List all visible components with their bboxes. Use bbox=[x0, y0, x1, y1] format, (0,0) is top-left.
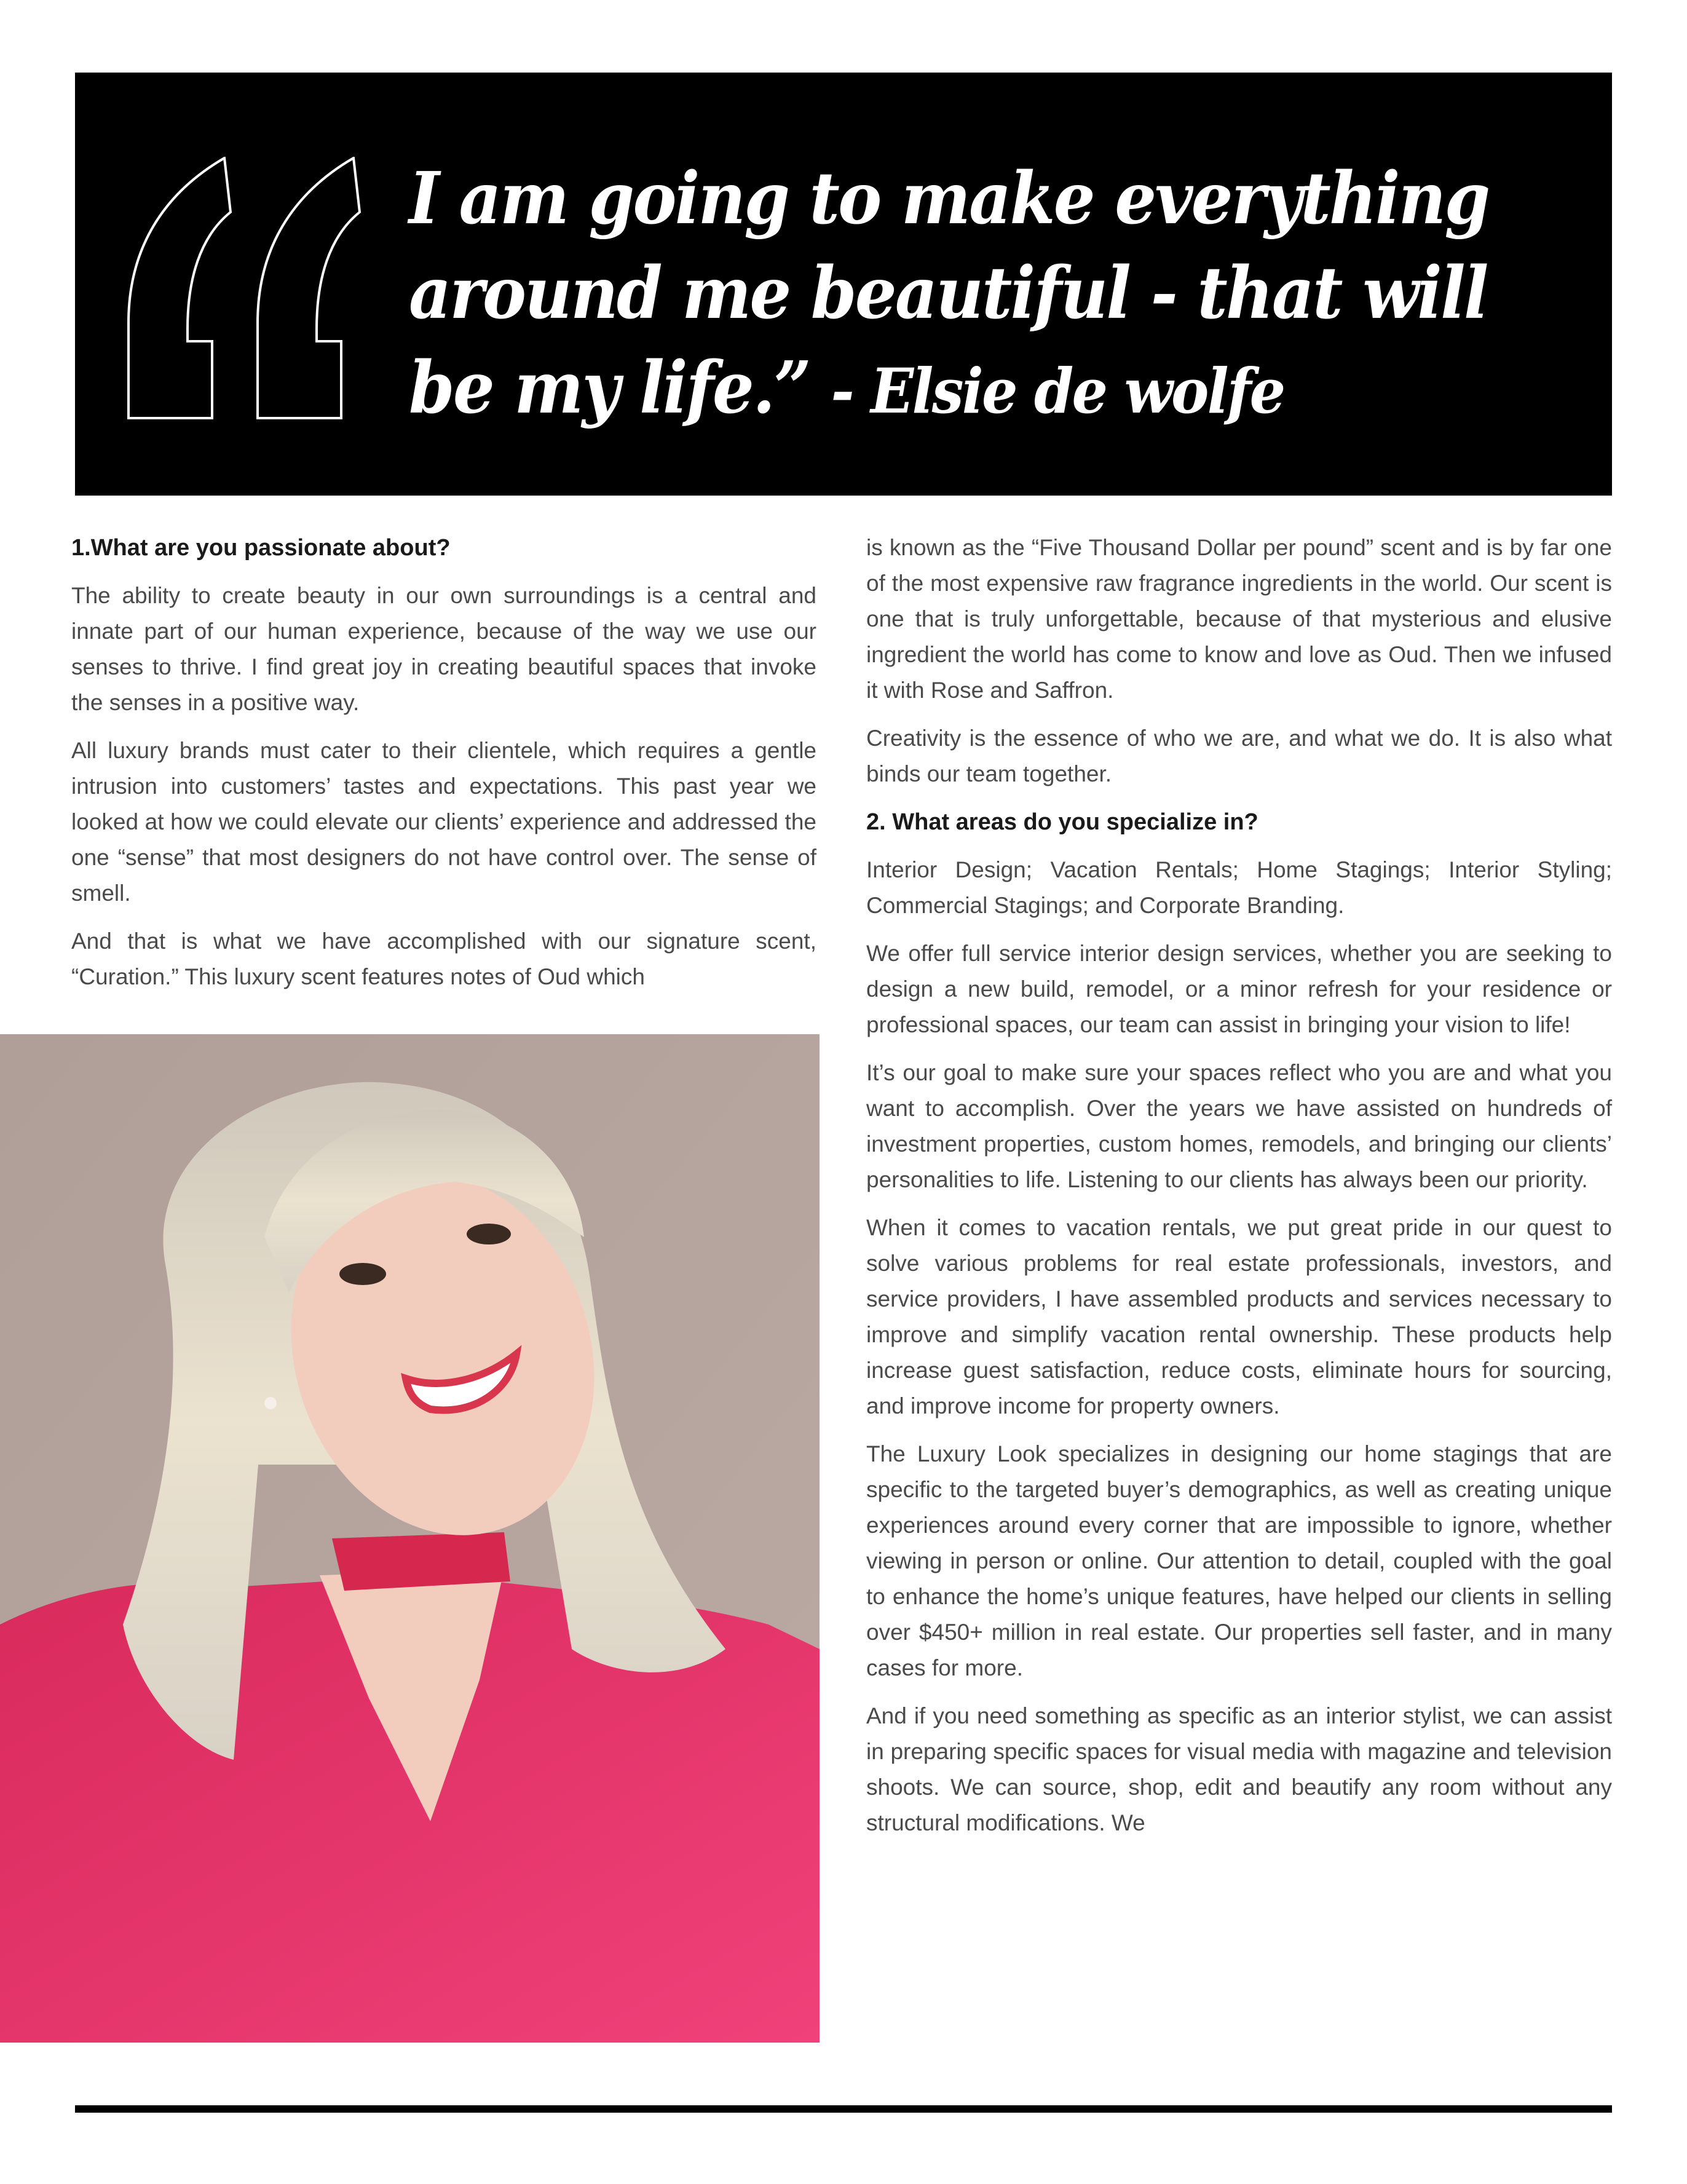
right-column bbox=[866, 530, 1612, 1853]
pull-quote bbox=[409, 151, 1501, 438]
quote-line-2: around me beautiful - that will bbox=[409, 251, 1487, 335]
question-2-heading: 2. What areas do you specialize in? bbox=[866, 809, 1258, 835]
open-quote-outline-icon bbox=[126, 157, 390, 421]
body-paragraph: The ability to create beauty in our own surroundings is a central and innate part of our human experience, because of the way we use our senses to thrive. I find great joy in creating beautiful spaces that invoke the senses in a positive way. bbox=[71, 583, 816, 715]
body-paragraph: And if you need something as specific as an interior stylist, we can assist in preparing specific spaces for visual media with magazine and television shoots. We can source, shop, edit and beautify any room without any structural modifications. We bbox=[866, 1703, 1612, 1835]
quote-author: - Elsie de wolfe bbox=[831, 355, 1284, 427]
portrait-photo bbox=[0, 1034, 820, 2043]
body-paragraph: We offer full service interior design services, whether you are seeking to design a new build, remodel, or a minor refresh for your residence or professional spaces, our team can assist in bringing your vision to life! bbox=[866, 941, 1612, 1037]
portrait-illustration bbox=[0, 1034, 820, 2043]
body-paragraph: When it comes to vacation rentals, we put great pride in our quest to solve various problems for real estate professionals, investors, and service providers, I have assembled products and services necessary to improve and simplify vacation rental ownership. These products help increase guest satisfaction, reduce costs, eliminate hours for sourcing, and improve income for property owners. bbox=[866, 1215, 1612, 1418]
body-paragraph: It’s our goal to make sure your spaces reflect who you are and what you want to accomplish. Over the years we have assisted on hundreds of investment properties, custom homes, remodels, and bringing our clients’ personalities to life. Listening to our clients has always been our priority. bbox=[866, 1060, 1612, 1192]
quote-banner bbox=[75, 73, 1612, 496]
body-paragraph: Interior Design; Vacation Rentals; Home Stagings; Interior Styling; Commercial Stagings; and Corporate Branding. bbox=[866, 857, 1612, 918]
body-paragraph: And that is what we have accomplished with our signature scent, “Curation.” This luxury scent features notes of Oud which bbox=[71, 928, 816, 989]
question-1-heading: 1.What are you passionate about? bbox=[71, 535, 451, 561]
body-paragraph: All luxury brands must cater to their clientele, which requires a gentle intrusion into customers’ tastes and expectations. This past year we looked at how we could elevate our clients’ experience and addressed the one “sense” that most designers do not have control over. The sense of smell. bbox=[71, 738, 816, 906]
body-paragraph: The Luxury Look specializes in designing our home stagings that are specific to the targeted buyer’s demographics, as well as creating unique experiences around every corner that are impossible to ignore, whether viewing in person or online. Our attention to detail, coupled with the goal to enhance the home’s unique features, have helped our clients in selling over $450+ million in real estate. Our properties sell faster, and in many cases for more. bbox=[866, 1441, 1612, 1680]
footer-rule bbox=[75, 2105, 1612, 2113]
body-paragraph: is known as the “Five Thousand Dollar per pound” scent and is by far one of the most expensive raw fragrance ingredients in the world. Our scent is one that is truly unforgettable, because of that mysterious and elusive ingredient the world has come to know and love as Oud. Then we infused it with Rose and Saffron. bbox=[866, 535, 1612, 703]
left-column bbox=[71, 530, 816, 1007]
quote-line-3-text: be my life.” bbox=[409, 346, 810, 430]
quote-line-3 bbox=[409, 341, 1501, 438]
body-paragraph: Creativity is the essence of who we are, and what we do. It is also what binds our team together. bbox=[866, 726, 1612, 786]
quote-line-1: I am going to make everything bbox=[409, 157, 1489, 240]
